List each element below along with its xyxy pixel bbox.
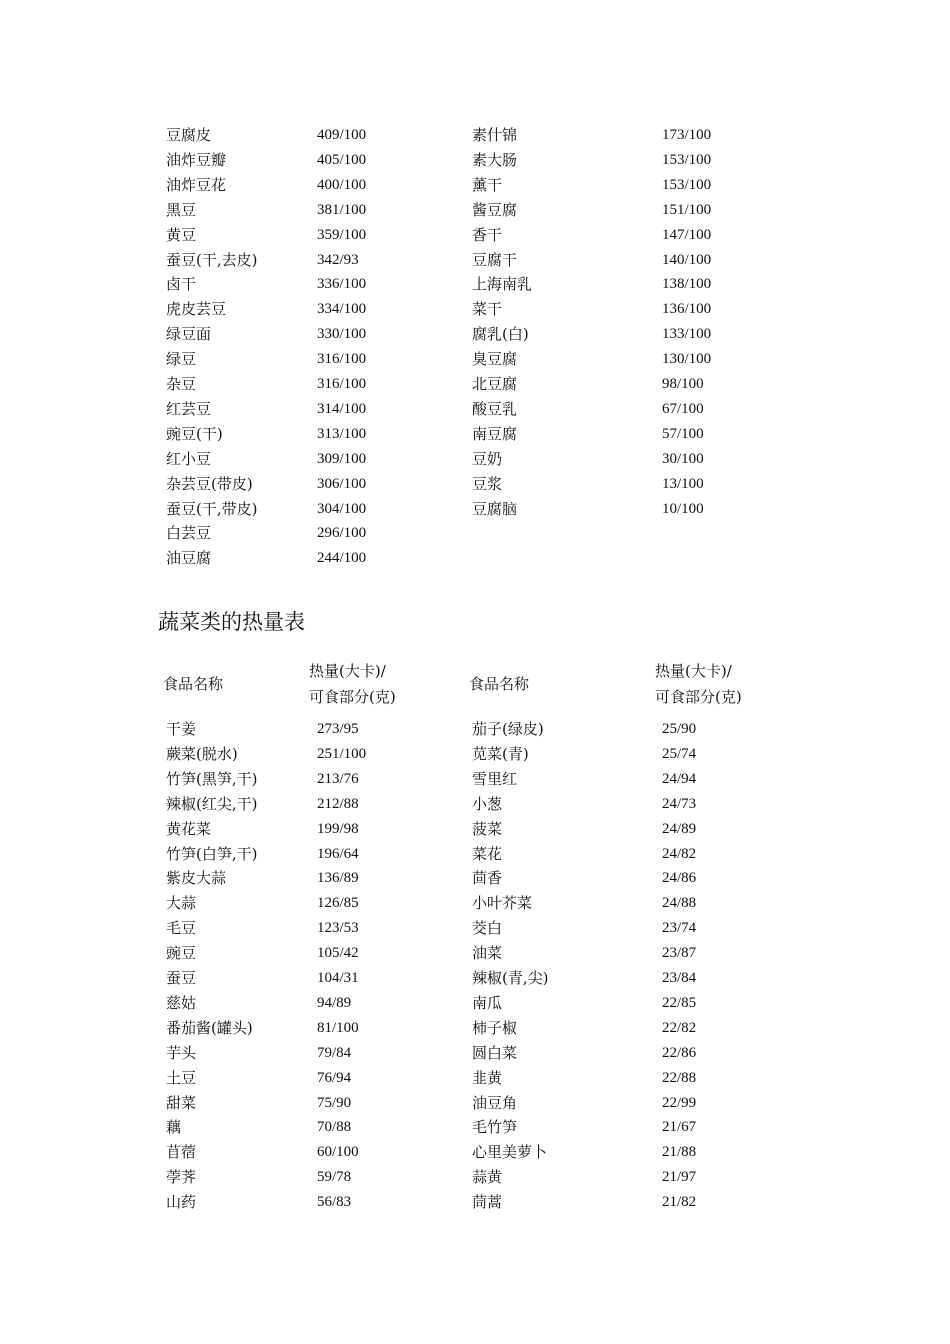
food-name: 茭白 <box>472 919 503 938</box>
table-row <box>0 1067 950 1089</box>
calorie-value: 405/100 <box>317 151 367 168</box>
table-row <box>0 1017 950 1039</box>
calorie-value: 136/89 <box>317 870 359 887</box>
food-name: 辣椒(青,尖) <box>472 969 549 987</box>
calorie-value: 153/100 <box>662 176 712 193</box>
food-name: 紫皮大蒜 <box>166 869 227 888</box>
calorie-value: 79/84 <box>317 1044 352 1061</box>
calorie-value: 153/100 <box>662 151 712 168</box>
table-row <box>0 448 950 470</box>
calorie-value: 309/100 <box>317 450 367 467</box>
calorie-value: 22/88 <box>662 1069 697 1086</box>
calorie-value: 67/100 <box>662 400 704 417</box>
food-name: 黄花菜 <box>166 819 212 838</box>
food-name: 红芸豆 <box>166 399 212 418</box>
calorie-value: 251/100 <box>317 745 367 762</box>
table-row <box>0 249 950 271</box>
food-name: 黑豆 <box>166 200 197 219</box>
calorie-value: 313/100 <box>317 425 367 442</box>
calorie-value: 25/74 <box>662 745 697 762</box>
food-name: 黄豆 <box>166 225 197 244</box>
calorie-value: 140/100 <box>662 251 712 268</box>
calorie-value: 60/100 <box>317 1144 359 1161</box>
header-calorie-line1: 热量(大卡)/ <box>309 662 386 680</box>
food-name: 大蒜 <box>166 894 197 913</box>
food-name: 土豆 <box>166 1068 197 1087</box>
calorie-value: 130/100 <box>662 351 712 368</box>
calorie-value: 56/83 <box>317 1194 352 1211</box>
food-name: 油豆角 <box>472 1093 518 1112</box>
calorie-value: 10/100 <box>662 500 704 517</box>
calorie-value: 123/53 <box>317 920 359 937</box>
food-name: 苜蓿 <box>166 1143 197 1162</box>
calorie-value: 304/100 <box>317 500 367 517</box>
calorie-value: 213/76 <box>317 770 359 787</box>
food-name: 素大肠 <box>472 150 518 169</box>
food-name: 茴香 <box>472 869 503 888</box>
calorie-value: 22/86 <box>662 1044 697 1061</box>
table-row <box>0 843 950 865</box>
food-name: 虎皮芸豆 <box>166 300 227 319</box>
food-name: 油炸豆瓣 <box>166 150 227 169</box>
calorie-value: 22/82 <box>662 1019 697 1036</box>
food-name: 菠菜 <box>472 819 503 838</box>
table-row <box>0 967 950 989</box>
food-name: 茄子(绿皮) <box>472 720 544 738</box>
calorie-value: 24/73 <box>662 795 697 812</box>
calorie-value: 21/88 <box>662 1144 697 1161</box>
calorie-value: 70/88 <box>317 1119 352 1136</box>
table-row <box>0 174 950 196</box>
food-name: 菜花 <box>472 844 503 863</box>
table-row <box>0 273 950 295</box>
calorie-value: 334/100 <box>317 301 367 318</box>
calorie-value: 59/78 <box>317 1169 352 1186</box>
food-name: 豆浆 <box>472 474 503 493</box>
calorie-value: 24/86 <box>662 870 697 887</box>
calorie-value: 24/88 <box>662 895 697 912</box>
calorie-value: 196/64 <box>317 845 359 862</box>
header-food-name-right: 食品名称 <box>469 675 530 693</box>
calorie-value: 244/100 <box>317 550 367 567</box>
calorie-value: 381/100 <box>317 201 367 218</box>
food-name: 豌豆 <box>166 944 197 963</box>
table-row <box>0 522 950 544</box>
food-name: 油炸豆花 <box>166 175 227 194</box>
table-row <box>0 423 950 445</box>
table-row <box>0 992 950 1014</box>
calorie-value: 98/100 <box>662 376 704 392</box>
header-calorie-right <box>655 658 742 710</box>
header-calorie-line2: 可食部分(克) <box>655 688 742 706</box>
food-name: 毛竹笋 <box>472 1118 518 1137</box>
table-row <box>0 124 950 146</box>
food-name: 蒜黄 <box>472 1168 503 1187</box>
calorie-value: 21/82 <box>662 1194 697 1211</box>
calorie-value: 22/99 <box>662 1094 697 1111</box>
calorie-value: 314/100 <box>317 400 367 417</box>
food-name: 薰干 <box>472 175 503 194</box>
food-name: 小葱 <box>472 794 503 813</box>
table-row <box>0 224 950 246</box>
calorie-value: 400/100 <box>317 176 367 193</box>
calorie-value: 136/100 <box>662 301 712 318</box>
food-name: 甜菜 <box>166 1093 197 1112</box>
food-name: 蕨菜(脱水) <box>166 744 238 763</box>
calorie-value: 24/94 <box>662 770 697 787</box>
food-name: 南瓜 <box>472 993 503 1012</box>
food-name: 荸荠 <box>166 1168 197 1187</box>
calorie-value: 306/100 <box>317 475 367 492</box>
table-row <box>0 149 950 171</box>
calorie-value: 126/85 <box>317 895 359 912</box>
food-name: 辣椒(红尖,干) <box>166 794 258 813</box>
calorie-value: 81/100 <box>317 1019 359 1036</box>
table-row <box>0 348 950 370</box>
header-food-name-left: 食品名称 <box>163 675 224 693</box>
calorie-value: 273/95 <box>317 721 359 737</box>
calorie-value: 75/90 <box>317 1094 352 1111</box>
calorie-value: 296/100 <box>317 525 367 542</box>
table-row <box>0 498 950 520</box>
food-name: 绿豆面 <box>166 325 212 344</box>
table-row <box>0 917 950 939</box>
food-name: 素什锦 <box>472 126 518 144</box>
table-row <box>0 373 950 395</box>
calorie-value: 23/84 <box>662 970 697 986</box>
food-name: 竹笋(黑笋,干) <box>166 769 258 788</box>
table-row <box>0 1166 950 1188</box>
food-name: 臭豆腐 <box>472 350 518 369</box>
calorie-value: 147/100 <box>662 226 712 243</box>
food-name: 圆白菜 <box>472 1043 518 1062</box>
calorie-value: 24/82 <box>662 845 697 862</box>
food-name: 韭黄 <box>472 1068 503 1087</box>
calorie-value: 173/100 <box>662 127 712 143</box>
food-name: 干姜 <box>166 720 197 738</box>
food-name: 杂芸豆(带皮) <box>166 474 253 493</box>
food-name: 苋菜(青) <box>472 744 529 763</box>
calorie-value: 21/67 <box>662 1119 697 1136</box>
food-name: 卤干 <box>166 275 197 294</box>
calorie-value: 133/100 <box>662 326 712 343</box>
food-name: 茼蒿 <box>472 1193 503 1212</box>
calorie-value: 24/89 <box>662 820 697 837</box>
calorie-value: 138/100 <box>662 276 712 293</box>
table-row <box>0 818 950 840</box>
calorie-value: 330/100 <box>317 326 367 343</box>
calorie-value: 13/100 <box>662 475 704 492</box>
food-name: 毛豆 <box>166 919 197 938</box>
food-name: 芋头 <box>166 1043 197 1062</box>
table-row <box>0 1116 950 1138</box>
food-name: 腐乳(白) <box>472 325 529 344</box>
food-name: 慈姑 <box>166 993 197 1012</box>
food-name: 蚕豆(干,去皮) <box>166 250 258 269</box>
food-name: 菜干 <box>472 300 503 319</box>
food-name: 小叶芥菜 <box>472 894 533 913</box>
food-name: 豌豆(干) <box>166 424 223 443</box>
food-name: 杂豆 <box>166 375 197 393</box>
table-row <box>0 1141 950 1163</box>
food-name: 豆腐干 <box>472 250 518 269</box>
vegetable-section-title: 蔬菜类的热量表 <box>158 610 305 634</box>
calorie-value: 199/98 <box>317 820 359 837</box>
food-name: 蚕豆(干,带皮) <box>166 499 258 518</box>
table-row <box>0 323 950 345</box>
food-name: 南豆腐 <box>472 424 518 443</box>
table-row <box>0 473 950 495</box>
food-name: 油菜 <box>472 944 503 963</box>
calorie-value: 23/87 <box>662 945 697 962</box>
table-row <box>0 1042 950 1064</box>
header-calorie-left <box>309 658 396 710</box>
calorie-value: 104/31 <box>317 970 359 986</box>
food-name: 豆腐脑 <box>472 499 518 518</box>
calorie-value: 336/100 <box>317 276 367 293</box>
calorie-value: 22/85 <box>662 994 697 1011</box>
calorie-value: 316/100 <box>317 351 367 368</box>
food-name: 柿子椒 <box>472 1018 518 1037</box>
food-name: 雪里红 <box>472 769 518 788</box>
calorie-value: 212/88 <box>317 795 359 812</box>
table-row <box>0 793 950 815</box>
table-row <box>0 743 950 765</box>
table-row <box>0 199 950 221</box>
calorie-value: 25/90 <box>662 721 697 737</box>
calorie-value: 76/94 <box>317 1069 352 1086</box>
calorie-value: 151/100 <box>662 201 712 218</box>
calorie-value: 342/93 <box>317 251 359 268</box>
table-row <box>0 867 950 889</box>
food-name: 油豆腐 <box>166 549 212 568</box>
table-row <box>0 892 950 914</box>
table-row <box>0 1092 950 1114</box>
table-row <box>0 298 950 320</box>
food-name: 山药 <box>166 1193 197 1212</box>
calorie-value: 21/97 <box>662 1169 697 1186</box>
food-name: 竹笋(白笋,干) <box>166 844 258 863</box>
calorie-value: 57/100 <box>662 425 704 442</box>
calorie-value: 316/100 <box>317 376 367 392</box>
food-name: 豆奶 <box>472 449 503 468</box>
food-name: 蚕豆 <box>166 969 197 987</box>
table-row <box>0 547 950 569</box>
food-name: 豆腐皮 <box>166 126 212 144</box>
food-name: 香干 <box>472 225 503 244</box>
food-name: 心里美萝卜 <box>472 1143 548 1162</box>
food-name: 番茄酱(罐头) <box>166 1018 253 1037</box>
header-calorie-line2: 可食部分(克) <box>309 688 396 706</box>
food-name: 绿豆 <box>166 350 197 369</box>
food-name: 藕 <box>166 1118 182 1137</box>
table-row <box>0 768 950 790</box>
food-name: 北豆腐 <box>472 375 518 393</box>
table-row <box>0 942 950 964</box>
header-calorie-line1: 热量(大卡)/ <box>655 662 732 680</box>
calorie-value: 94/89 <box>317 994 352 1011</box>
table-row <box>0 718 950 740</box>
table-row <box>0 398 950 420</box>
calorie-value: 105/42 <box>317 945 359 962</box>
calorie-value: 23/74 <box>662 920 697 937</box>
calorie-value: 359/100 <box>317 226 367 243</box>
food-name: 红小豆 <box>166 449 212 468</box>
calorie-value: 409/100 <box>317 127 367 143</box>
table-row <box>0 1191 950 1213</box>
food-name: 白芸豆 <box>166 524 212 543</box>
food-name: 酸豆乳 <box>472 399 518 418</box>
food-name: 上海南乳 <box>472 275 533 294</box>
calorie-value: 30/100 <box>662 450 704 467</box>
food-name: 酱豆腐 <box>472 200 518 219</box>
